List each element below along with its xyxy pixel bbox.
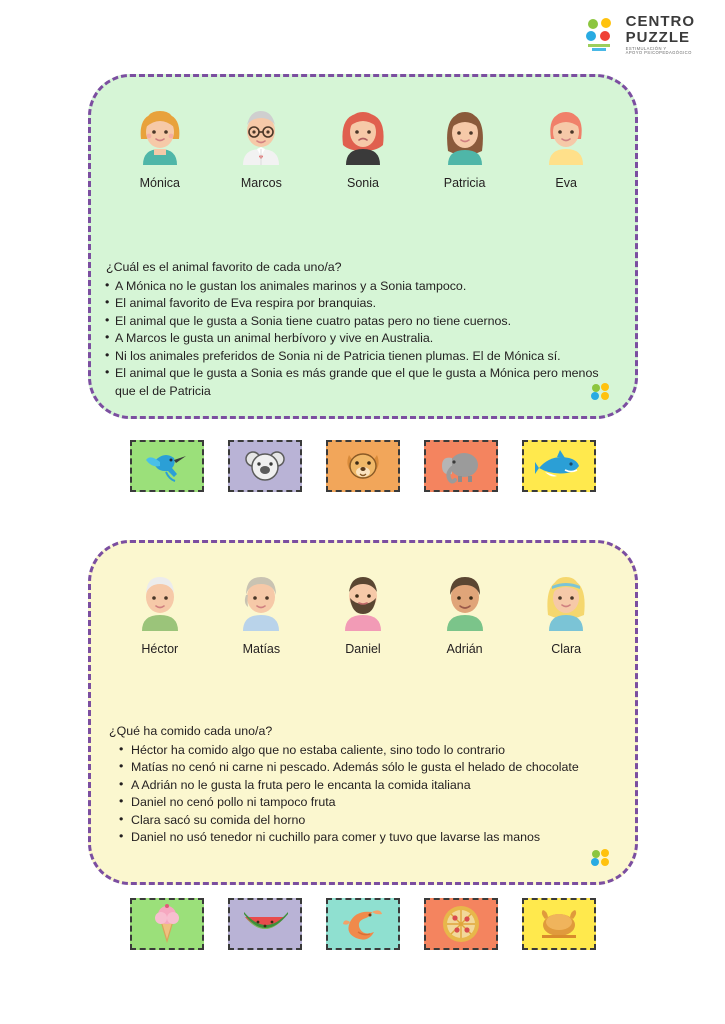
brand-text bbox=[626, 14, 695, 55]
clue-item: • Matías no cenó ni carne ni pescado. Además sólo le gusta el helado de chocolate bbox=[105, 759, 611, 777]
tile-pizza[interactable] bbox=[424, 898, 498, 950]
person-name: Adrián bbox=[446, 642, 483, 656]
puzzle-question: ¿Qué ha comido cada uno/a? bbox=[109, 724, 273, 738]
avatar-row-food bbox=[91, 565, 635, 656]
puzzle-panel-food bbox=[88, 540, 638, 885]
clues-food bbox=[105, 723, 611, 847]
brand-line2: PUZZLE bbox=[625, 29, 690, 46]
clue-item: • A Marcos le gusta un animal herbívoro y vive en Australia. bbox=[105, 330, 611, 348]
avatar-eva-icon bbox=[529, 99, 603, 173]
person-name: Daniel bbox=[345, 642, 381, 656]
clue-item: • Ni los animales preferidos de Sonia ni de Patricia tienen plumas. El de Mónica sí. bbox=[105, 348, 611, 366]
avatar-adrian-icon bbox=[428, 565, 502, 639]
puzzle-logo-icon bbox=[582, 16, 620, 54]
person-name: Matías bbox=[242, 642, 281, 656]
person-name: Clara bbox=[551, 642, 582, 656]
avatar-clara-icon bbox=[529, 565, 603, 639]
puzzle-watermark-icon bbox=[589, 848, 613, 868]
clue-item: • El animal favorito de Eva respira por branquias. bbox=[105, 295, 611, 313]
tile-dog[interactable] bbox=[326, 440, 400, 492]
clue-item: • El animal que le gusta a Sonia es más grande que el que le gusta a Mónica pero menos que el de Patricia bbox=[105, 365, 611, 400]
person-card-eva bbox=[520, 99, 612, 190]
tile-chicken[interactable] bbox=[522, 898, 596, 950]
animal-tile-strip bbox=[130, 440, 596, 492]
tile-hummingbird[interactable] bbox=[130, 440, 204, 492]
avatar-daniel-icon bbox=[326, 565, 400, 639]
person-card-clara bbox=[520, 565, 612, 656]
brand-logo bbox=[582, 14, 695, 55]
clue-item: • Daniel no cenó pollo ni tampoco fruta bbox=[105, 794, 611, 812]
clues-animals bbox=[105, 259, 611, 400]
clue-item: • Daniel no usó tenedor ni cuchillo para comer y tuvo que lavarse las manos bbox=[105, 829, 611, 847]
person-card-hector bbox=[114, 565, 206, 656]
person-name: Marcos bbox=[240, 176, 282, 190]
tile-ice-cream[interactable] bbox=[130, 898, 204, 950]
avatar-patricia-icon bbox=[428, 99, 502, 173]
brand-line1: CENTRO bbox=[625, 13, 695, 30]
tile-watermelon[interactable] bbox=[228, 898, 302, 950]
person-card-sonia bbox=[317, 99, 409, 190]
clue-item: • Clara sacó su comida del horno bbox=[105, 812, 611, 830]
puzzle-watermark-icon bbox=[589, 382, 613, 402]
avatar-marcos-icon bbox=[224, 99, 298, 173]
tile-shark[interactable] bbox=[522, 440, 596, 492]
clue-item: • El animal que le gusta a Sonia tiene cuatro patas pero no tiene cuernos. bbox=[105, 313, 611, 331]
person-card-marcos bbox=[215, 99, 307, 190]
avatar-sonia-icon bbox=[326, 99, 400, 173]
person-name: Héctor bbox=[141, 642, 179, 656]
food-tile-strip bbox=[130, 898, 596, 950]
person-name: Eva bbox=[555, 176, 577, 190]
person-card-adrian bbox=[419, 565, 511, 656]
clue-list bbox=[105, 278, 611, 401]
clue-item: • Héctor ha comido algo que no estaba caliente, sino todo lo contrario bbox=[105, 742, 611, 760]
clue-item: • A Mónica no le gustan los animales marinos y a Sonia tampoco. bbox=[105, 278, 611, 296]
clue-item: • A Adrián no le gusta la fruta pero le encanta la comida italiana bbox=[105, 777, 611, 795]
avatar-matias-icon bbox=[224, 565, 298, 639]
clue-list bbox=[105, 742, 611, 847]
puzzle-question: ¿Cuál es el animal favorito de cada uno/a? bbox=[106, 260, 342, 274]
person-card-monica bbox=[114, 99, 206, 190]
person-name: Mónica bbox=[139, 176, 180, 190]
person-card-matias bbox=[215, 565, 307, 656]
person-name: Sonia bbox=[346, 176, 379, 190]
person-card-patricia bbox=[419, 99, 511, 190]
avatar-hector-icon bbox=[123, 565, 197, 639]
tile-koala[interactable] bbox=[228, 440, 302, 492]
person-name: Patricia bbox=[443, 176, 486, 190]
tile-shrimp[interactable] bbox=[326, 898, 400, 950]
brand-sub2: APOYO PSICOPEDAGÓGICO bbox=[625, 50, 692, 56]
avatar-row-animals bbox=[91, 99, 635, 190]
avatar-monica-icon bbox=[123, 99, 197, 173]
person-card-daniel bbox=[317, 565, 409, 656]
brand-sub1: ESTIMULACIÓN Y bbox=[625, 46, 667, 51]
puzzle-panel-animals bbox=[88, 74, 638, 419]
tile-elephant[interactable] bbox=[424, 440, 498, 492]
